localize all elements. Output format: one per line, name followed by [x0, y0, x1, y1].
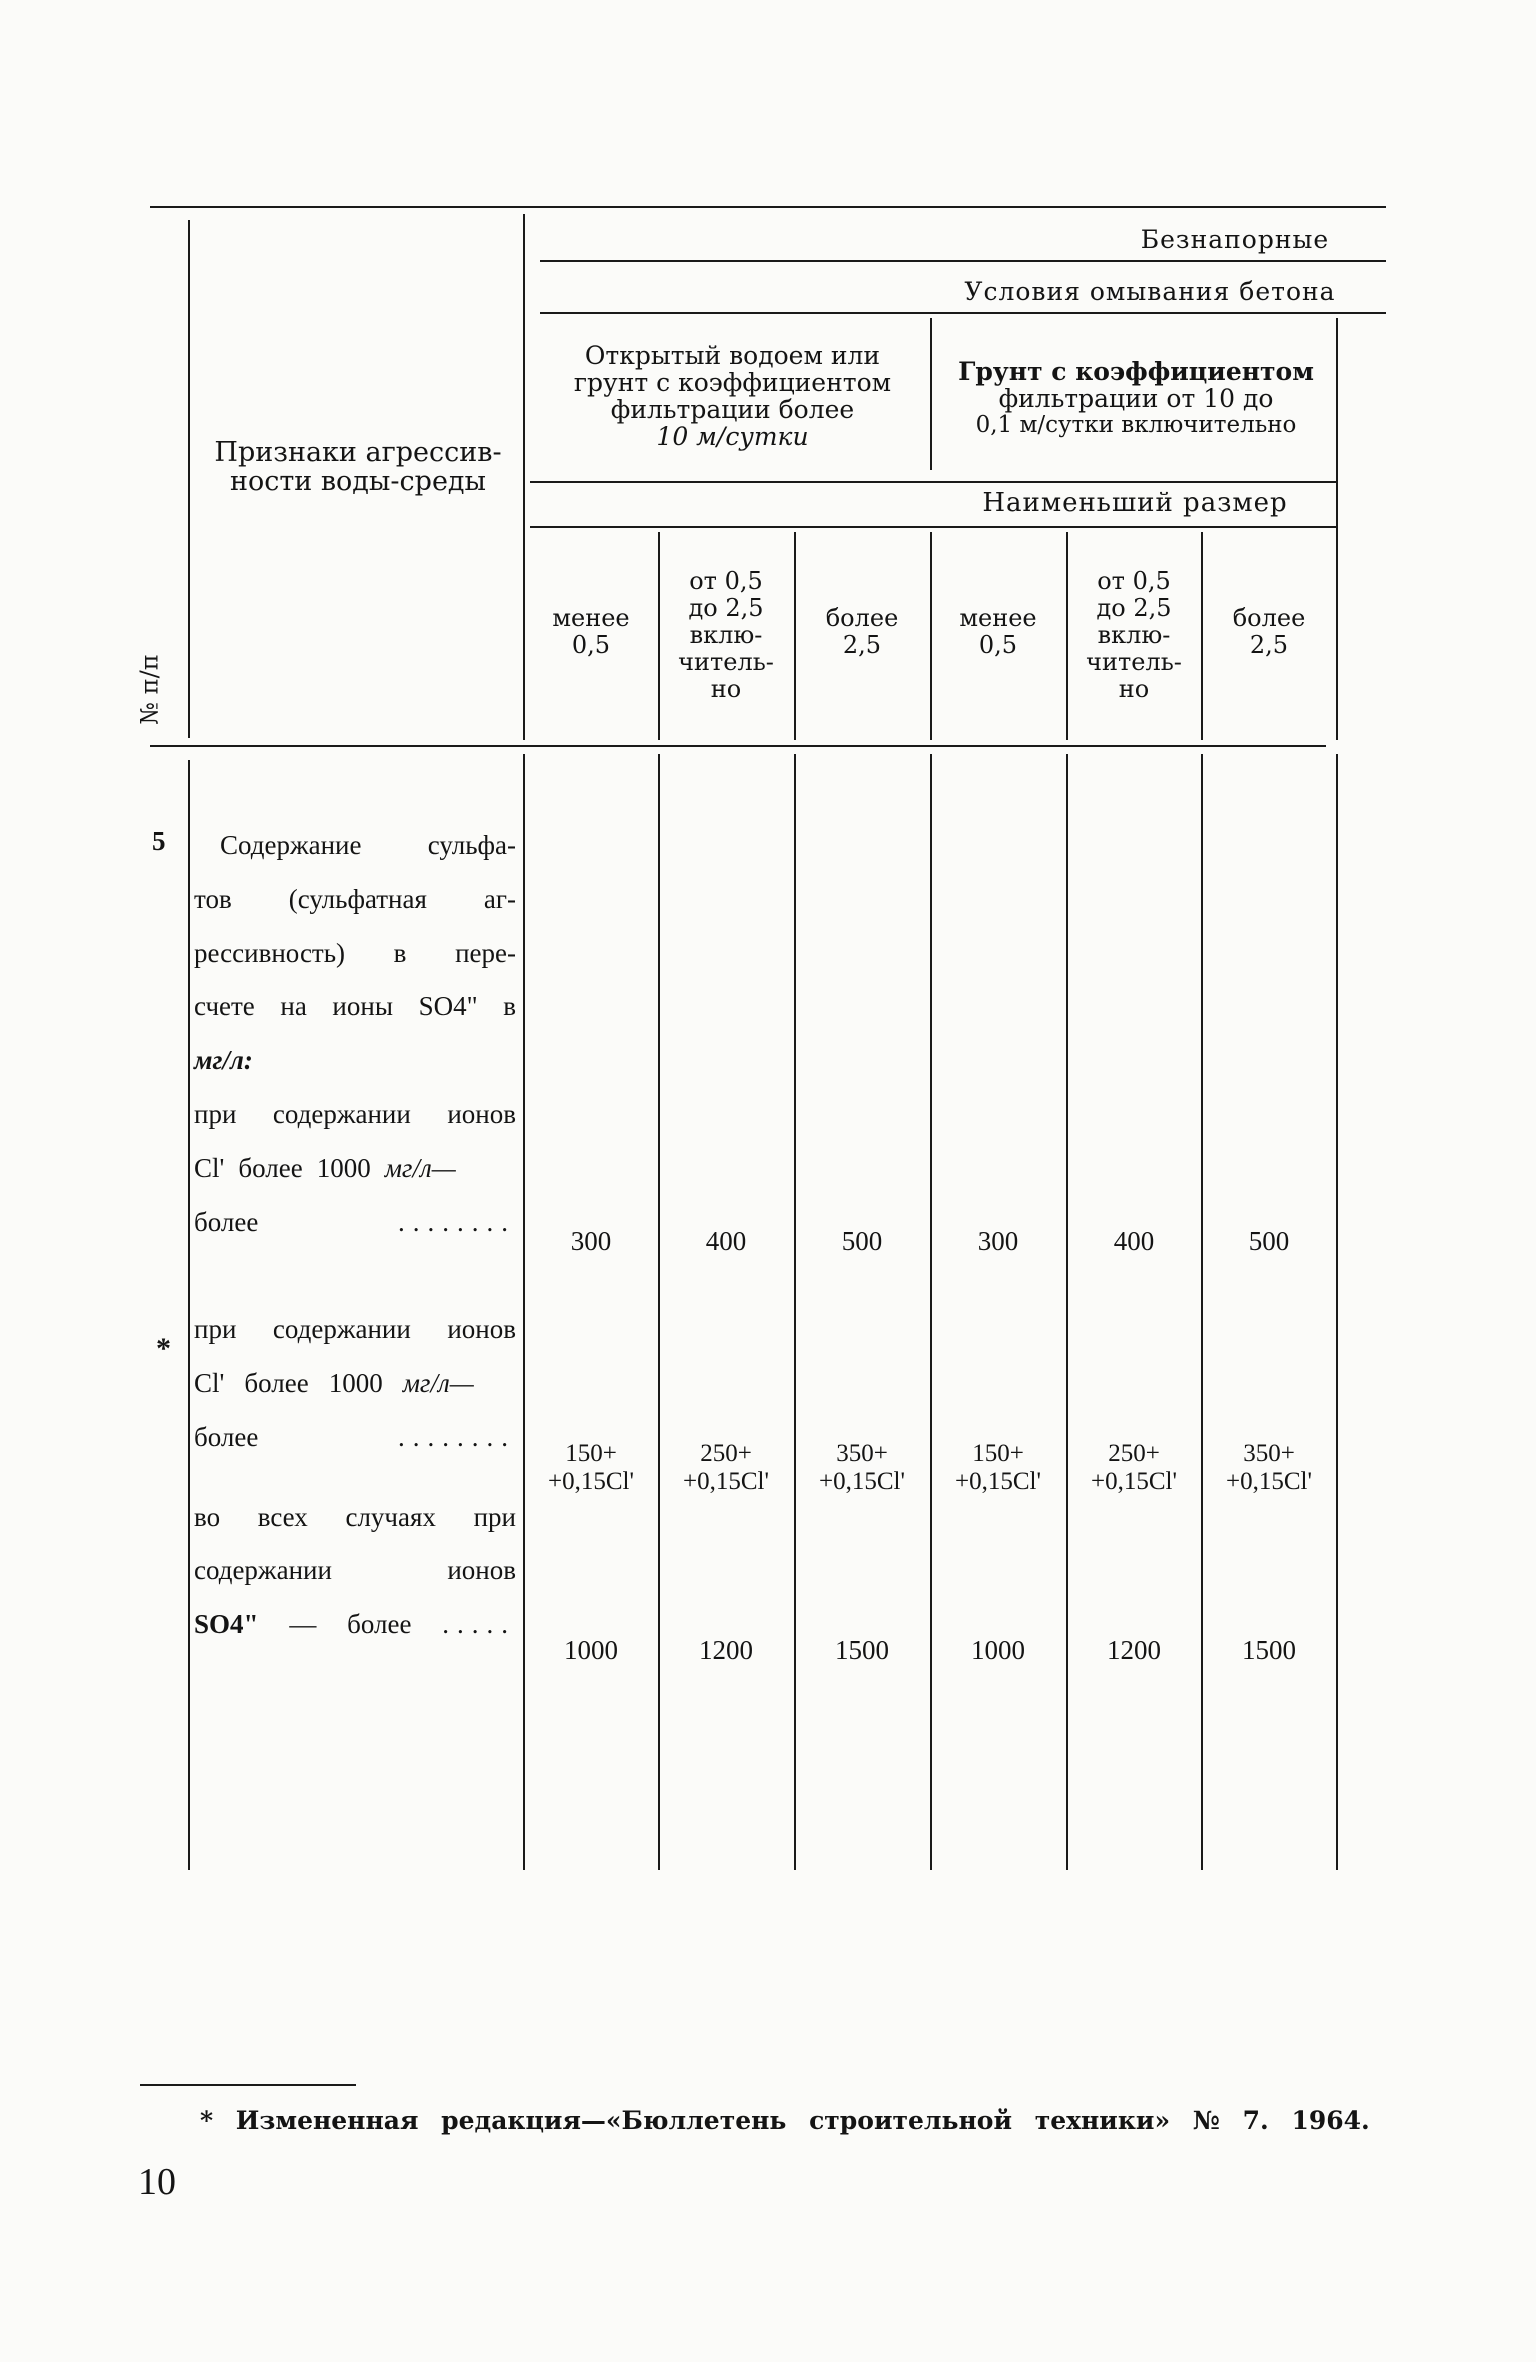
desc-line-5 [194, 1034, 516, 1088]
rule-above-smallest-size [530, 481, 1336, 483]
body-divider-sub1 [658, 754, 660, 1870]
condition-open-water [540, 342, 925, 450]
desc-line-4 [194, 980, 516, 1034]
value-b-4 [931, 1440, 1065, 1496]
header-divider-sub3 [930, 532, 932, 740]
desc-line-3 [194, 927, 516, 981]
value-c-4: 1000 [971, 1635, 1025, 1665]
value-b-2 [659, 1440, 793, 1496]
desc-line-gap [194, 1249, 516, 1303]
body-divider-right [1336, 754, 1338, 1870]
value-b-2-line-1: 250+ [700, 1440, 752, 1467]
desc-word: сульфа- [427, 830, 516, 860]
subcol-1-line-1: менее [552, 604, 630, 632]
value-a-4: 300 [977, 1226, 1019, 1256]
rule-under-smallest-size [530, 526, 1336, 528]
unit-mg-per-l: мг/л— [402, 1367, 474, 1398]
value-b-6-line-2: +0,15Cl' [1226, 1468, 1312, 1495]
body-divider-sub5 [1201, 754, 1203, 1870]
header-bottom-rule [150, 745, 1326, 747]
subcol-2-line-1: от 0,5 [689, 567, 763, 595]
smallest-size-title: Наименьший размер [982, 488, 1288, 518]
desc-word: содержании [272, 1314, 411, 1345]
subcol-5-header [1069, 568, 1199, 703]
value-b-5 [1067, 1440, 1201, 1496]
desc-line-1 [194, 819, 516, 873]
row-number: 5 [152, 826, 166, 856]
desc-word: при [194, 1098, 237, 1129]
desc-word: счете [194, 991, 255, 1022]
condition-ground-line-2: фильтрации от 10 до [998, 384, 1274, 413]
value-b-5-line-1: 250+ [1108, 1440, 1160, 1467]
value-b-3 [795, 1440, 929, 1496]
subcol-3-line-1: более [825, 604, 899, 632]
leader-dots: ..... [442, 1609, 516, 1640]
value-b-4-line-2: +0,15Cl' [955, 1468, 1041, 1495]
subcol-4-line-1: менее [959, 604, 1037, 632]
condition-open-line-1: Открытый водоем или [584, 341, 881, 370]
value-b-4-line-1: 150+ [972, 1440, 1024, 1467]
page-number: 10 [138, 2161, 176, 2203]
rule-under-group-title [540, 260, 1386, 262]
body-divider-signs [523, 754, 525, 1870]
value-b-1-line-1: 150+ [565, 1440, 617, 1467]
value-c-1: 1000 [564, 1635, 618, 1665]
desc-word: во [194, 1501, 221, 1532]
value-b-5-line-2: +0,15Cl' [1091, 1468, 1177, 1495]
value-b-1-line-2: +0,15Cl' [548, 1468, 634, 1495]
table-top-rule [150, 206, 1386, 208]
desc-word: более [194, 1206, 259, 1237]
condition-ground-line-1: Грунт с коэффициентом [958, 357, 1314, 386]
subcol-6-line-1: более [1232, 604, 1306, 632]
conditions-title: Условия омывания бетона [964, 277, 1336, 306]
header-divider-num [188, 220, 190, 738]
subcol-2-line-2: до 2,5 [688, 594, 764, 622]
desc-word: на [280, 991, 307, 1022]
header-divider-sub5 [1201, 532, 1203, 740]
column-signs-header [200, 438, 516, 496]
column-number-header: № п/п [135, 654, 164, 725]
desc-word: пере- [455, 937, 516, 968]
header-divider-sub1 [658, 532, 660, 740]
header-divider-conditions [930, 318, 932, 470]
value-c-2: 1200 [699, 1635, 753, 1665]
unit-mg-per-l: мг/л: [194, 1045, 253, 1076]
desc-line-15 [194, 1598, 516, 1652]
sulfate-ion-formula: SO4" [418, 991, 478, 1022]
value-b-6 [1202, 1440, 1336, 1496]
desc-word: 1000 [328, 1367, 383, 1398]
footnote-rule [140, 2084, 356, 2086]
column-signs-header-text: Признаки агрессив-ности воды-среды [214, 437, 502, 497]
header-divider-sub4 [1066, 532, 1068, 740]
desc-word: ионов [447, 1314, 516, 1345]
desc-line-14 [194, 1544, 516, 1598]
subcol-5-line-2: до 2,5 [1096, 594, 1172, 622]
desc-word: 1000 [316, 1152, 371, 1183]
value-a-6: 500 [1248, 1226, 1290, 1256]
body-divider-sub2 [794, 754, 796, 1870]
condition-open-line-2: грунт с коэффициентом [573, 368, 892, 397]
desc-line-13 [194, 1491, 516, 1545]
footnote-text: * Измененная редакция—«Бюллетень строительной техники» № 7. 1964. [200, 2106, 1370, 2135]
subcol-3-header [797, 605, 927, 659]
subcol-6-line-2: 2,5 [1249, 631, 1289, 659]
header-divider-sub2 [794, 532, 796, 740]
subcol-4-line-2: 0,5 [978, 631, 1018, 659]
chloride-ion: Cl' [194, 1367, 225, 1398]
desc-word: — [289, 1609, 317, 1640]
subcol-5-line-4: читель- [1086, 648, 1182, 676]
desc-word: ионов [447, 1098, 516, 1129]
subcol-2-line-5: но [710, 675, 742, 703]
value-b-3-line-2: +0,15Cl' [819, 1468, 905, 1495]
desc-word: содержании [194, 1555, 332, 1586]
desc-word: случаях [345, 1501, 436, 1532]
subcol-5-line-5: но [1118, 675, 1150, 703]
desc-word: в [503, 991, 516, 1022]
condition-ground [936, 358, 1336, 439]
body-divider-sub4 [1066, 754, 1068, 1870]
value-c-5: 1200 [1107, 1635, 1161, 1665]
subcol-5-line-1: от 0,5 [1097, 567, 1171, 595]
desc-word: ионов [447, 1555, 516, 1586]
desc-word: в [393, 937, 407, 968]
body-divider-num [188, 760, 190, 1870]
subcol-4-header [933, 605, 1063, 659]
subcol-5-line-3: вклю- [1097, 621, 1171, 649]
group-title: Безнапорные [1140, 225, 1330, 254]
subcol-2-line-3: вклю- [689, 621, 763, 649]
desc-word: Содержание [220, 830, 362, 860]
subcol-1-header [526, 605, 656, 659]
desc-line-2 [194, 873, 516, 927]
subcol-6-header [1204, 605, 1334, 659]
desc-line-11 [194, 1357, 516, 1411]
desc-word: тов [194, 883, 232, 914]
header-divider-right [1336, 318, 1338, 740]
unit-mg-per-l: мг/л— [384, 1152, 456, 1183]
desc-word: всех [257, 1501, 308, 1532]
subcol-3-line-2: 2,5 [842, 631, 882, 659]
value-a-3: 500 [841, 1226, 883, 1256]
desc-word: более [194, 1421, 259, 1452]
condition-open-line-4: 10 м/сутки [656, 422, 809, 451]
chloride-ion: Cl' [194, 1152, 225, 1183]
condition-open-line-3: фильтрации более [610, 395, 855, 424]
header-divider-signs [523, 214, 525, 740]
rule-under-conditions [540, 312, 1386, 314]
value-c-3: 1500 [835, 1635, 889, 1665]
desc-word: при [194, 1314, 237, 1345]
desc-word: более [238, 1152, 303, 1183]
value-a-5: 400 [1113, 1226, 1155, 1256]
subcol-1-line-2: 0,5 [571, 631, 611, 659]
value-b-1 [524, 1440, 658, 1496]
desc-line-6 [194, 1088, 516, 1142]
desc-line-8 [194, 1196, 516, 1250]
desc-word: аг- [483, 883, 516, 914]
desc-word: содержании [272, 1098, 411, 1129]
value-c-6: 1500 [1242, 1635, 1296, 1665]
desc-word: ионы [332, 991, 393, 1022]
value-a-2: 400 [705, 1226, 747, 1256]
leader-dots: ........ [398, 1421, 516, 1452]
subcol-2-header [661, 568, 791, 703]
desc-line-7 [194, 1142, 516, 1196]
row-description [194, 819, 516, 1652]
value-a-1: 300 [570, 1226, 612, 1256]
value-b-6-line-1: 350+ [1243, 1440, 1295, 1467]
body-divider-sub3 [930, 754, 932, 1870]
desc-word: (сульфатная [288, 883, 427, 914]
desc-line-12 [194, 1411, 516, 1465]
desc-line-10 [194, 1303, 516, 1357]
desc-word: при [473, 1501, 516, 1532]
desc-word: более [244, 1367, 309, 1398]
row-star-mark: * [156, 1332, 171, 1365]
condition-ground-line-3: 0,1 м/сутки включительно [975, 412, 1297, 438]
desc-word: более [347, 1609, 412, 1640]
leader-dots: ........ [398, 1206, 516, 1237]
value-b-2-line-2: +0,15Cl' [683, 1468, 769, 1495]
value-b-3-line-1: 350+ [836, 1440, 888, 1467]
desc-word: рессивность) [194, 937, 346, 968]
sulfate-ion-formula: SO4" [194, 1609, 259, 1640]
subcol-2-line-4: читель- [678, 648, 774, 676]
